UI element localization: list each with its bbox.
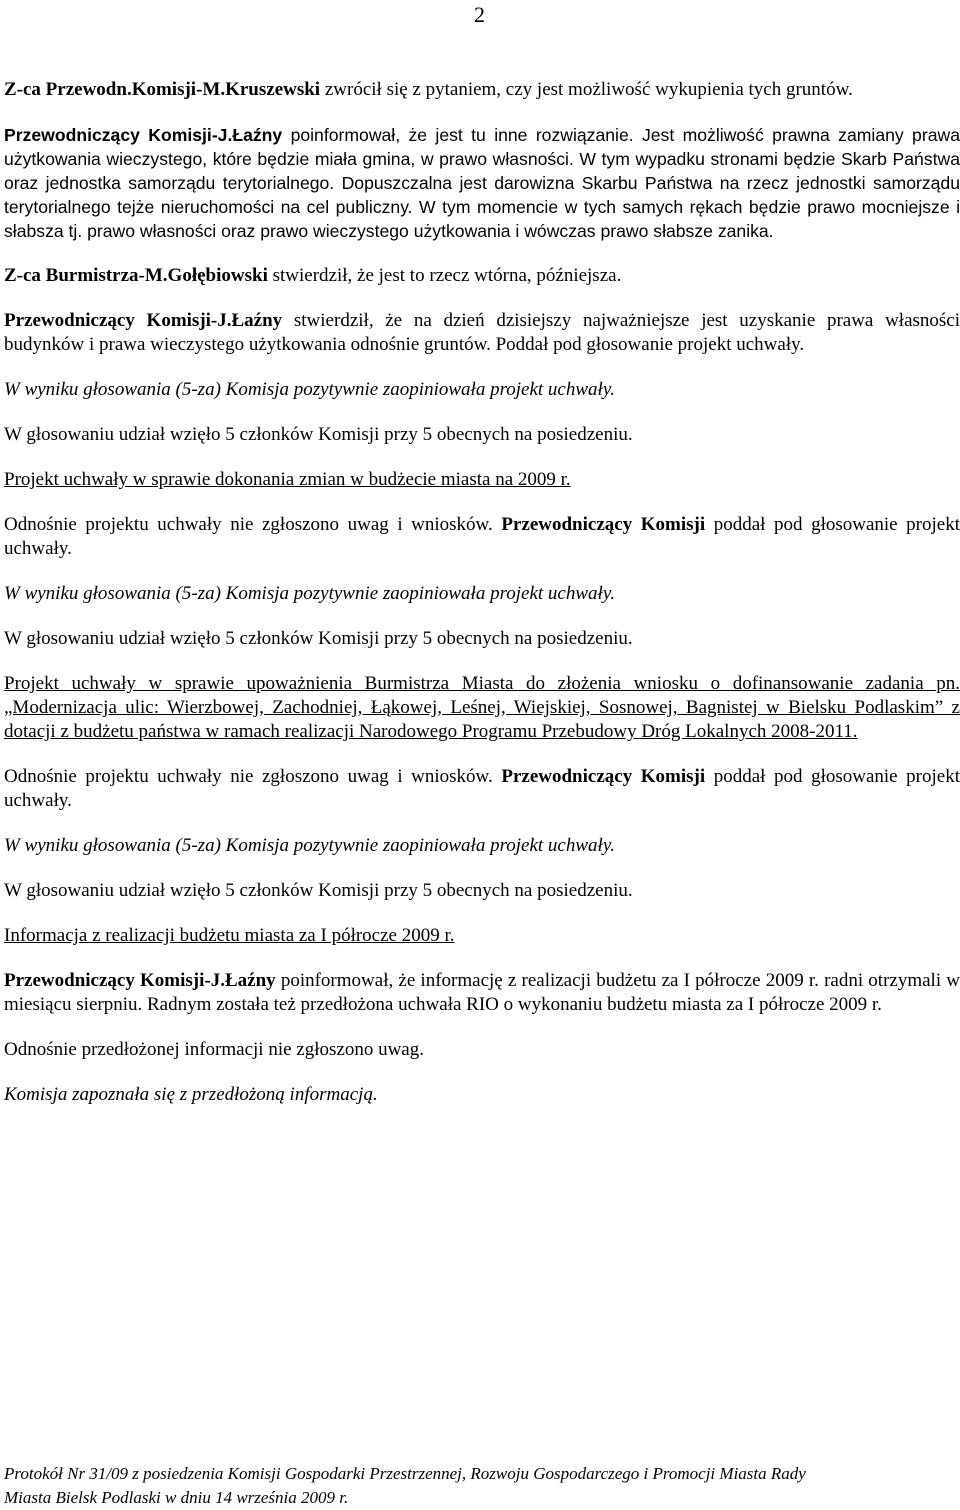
speaker-name: Przewodniczący Komisji-J.Łaźny bbox=[4, 310, 283, 331]
vote-result: W wyniku głosowania (5-za) Komisja pozytywnie zaopiniowała projekt uchwały. bbox=[4, 379, 615, 400]
paragraph-kruszewski bbox=[4, 78, 960, 102]
committee-note: Komisja zapoznała się z przedłożoną informacją. bbox=[4, 1084, 378, 1105]
speaker-name: Z-ca Burmistrza-M.Gołębiowski bbox=[4, 265, 268, 286]
agenda-item-budget-info: Informacja z realizacji budżetu miasta za I półrocze 2009 r. bbox=[4, 925, 455, 946]
paragraph-no-remarks bbox=[4, 513, 960, 561]
paragraph-no-remarks bbox=[4, 765, 960, 813]
speaker-name: Z-ca Przewodn.Komisji-M.Kruszewski bbox=[4, 79, 321, 100]
footer-line: Protokół Nr 31/09 z posiedzenia Komisji Gospodarki Przestrzennej, Rozwoju Gospodarczego i Promocji Miasta Rady bbox=[4, 1464, 806, 1483]
vote-result: W wyniku głosowania (5-za) Komisja pozytywnie zaopiniowała projekt uchwały. bbox=[4, 583, 615, 604]
speaker-name: Przewodniczący Komisji-J.Łaźny bbox=[4, 125, 283, 145]
speaker-name: Przewodniczący Komisji-J.Łaźny bbox=[4, 970, 276, 991]
footer-line: Miasta Bielsk Podlaski w dniu 14 września 2009 r. bbox=[4, 1488, 349, 1507]
paragraph-text: poinformował, że jest tu inne rozwiązanie. Jest możliwość prawna zamiany prawa użytkowania wieczystego, które będzie miała gmina, w prawo własności. W tym wypadku stronami będzie Skarb Państwa oraz jednostka samorządu terytorialnego. Dopuszczalna jest darowizna Skarbu Państwa na rzecz jednostki samorządu terytorialnego tejże nieruchomości na cel publiczny. W tym momencie w tych samych rękach będzie prawo mocniejsze i słabsza tj. prawo własności oraz prawo wieczystego użytkowania i wówczas prawo słabsze zanika. bbox=[4, 125, 960, 241]
vote-participation: W głosowaniu udział wzięło 5 członków Komisji przy 5 obecnych na posiedzeniu. bbox=[4, 628, 633, 649]
paragraph-golebiowski bbox=[4, 264, 960, 288]
agenda-item-authorization: Projekt uchwały w sprawie upoważnienia Burmistrza Miasta do złożenia wniosku o dofinansowanie zadania pn. „Modernizacja ulic: Wierzbowej, Zachodniej, Łąkowej, Leśnej, Wiejskiej, Sosnowej, Bagnistej w Bielsku Podlaskim” z dotacji z budżetu państwa w ramach realizacji Narodowego Programu Przebudowy Dróg Lokalnych 2008-2011. bbox=[4, 673, 960, 742]
paragraph-no-remarks-info: Odnośnie przedłożonej informacji nie zgłoszono uwag. bbox=[4, 1039, 424, 1060]
paragraph-text: Odnośnie projektu uchwały nie zgłoszono uwag i wniosków. bbox=[4, 514, 502, 535]
paragraph-text: poinformował, że informację z realizacji budżetu za I półrocze 2009 r. radni otrzymali w miesiącu sierpniu. Radnym została też przedłożona uchwała RIO o wykonaniu budżetu miasta za I półrocze 2009 r. bbox=[4, 970, 960, 1015]
paragraph-text: poddał pod głosowanie projekt uchwały. bbox=[4, 514, 960, 559]
page-footer bbox=[4, 1462, 960, 1510]
paragraph-lazny-info bbox=[4, 969, 960, 1017]
paragraph-text: zwrócił się z pytaniem, czy jest możliwość wykupienia tych gruntów. bbox=[320, 79, 853, 100]
vote-participation: W głosowaniu udział wzięło 5 członków Komisji przy 5 obecnych na posiedzeniu. bbox=[4, 424, 633, 445]
vote-result: W wyniku głosowania (5-za) Komisja pozytywnie zaopiniowała projekt uchwały. bbox=[4, 835, 615, 856]
paragraph-text: stwierdził, że na dzień dzisiejszy najważniejsze jest uzyskanie prawa własności budynków i prawa wieczystego użytkowania odnośnie gruntów. Poddał pod głosowanie projekt uchwały. bbox=[4, 310, 960, 355]
page-number: 2 bbox=[474, 2, 485, 27]
paragraph-lazny-explanation bbox=[4, 123, 960, 243]
speaker-name: Przewodniczący Komisji bbox=[501, 766, 706, 787]
paragraph-text: stwierdził, że jest to rzecz wtórna, późniejsza. bbox=[267, 265, 622, 286]
paragraph-text: Odnośnie projektu uchwały nie zgłoszono uwag i wniosków. bbox=[4, 766, 502, 787]
speaker-name: Przewodniczący Komisji bbox=[501, 514, 706, 535]
paragraph-lazny-vote bbox=[4, 309, 960, 357]
document-body bbox=[4, 78, 960, 1128]
paragraph-text: poddał pod głosowanie projekt uchwały. bbox=[4, 766, 960, 811]
agenda-item-budget-changes: Projekt uchwały w sprawie dokonania zmian w budżecie miasta na 2009 r. bbox=[4, 469, 571, 490]
vote-participation: W głosowaniu udział wzięło 5 członków Komisji przy 5 obecnych na posiedzeniu. bbox=[4, 880, 633, 901]
